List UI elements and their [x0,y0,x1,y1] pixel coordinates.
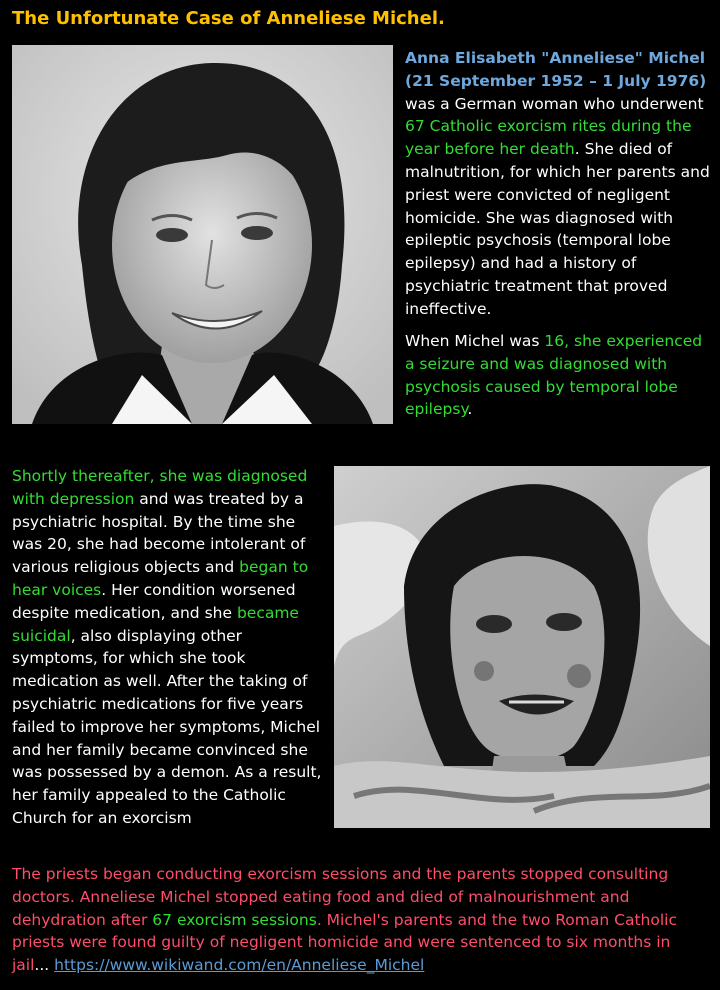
suicidal-highlight: became suicidal [12,603,299,645]
outcome-text-2: . Michel's parents and the two Roman Catholic priests were found guilty of negligent homicide and were sentenced to six months in jail [12,910,677,975]
seizure-text-2: . [467,400,473,419]
seizure-text-1: When Michel was [405,332,545,350]
history-text-3: , also displaying other symptoms, for which she took medication as well. After the taking of psychiatric medications for five years failed to improve her symptoms, Michel and her family became convinced she was possessed by a demon. As a result, her family appealed to the Catholic Church for an exorcism [12,626,322,827]
seizure-highlight: 16, she experienced a seizure and was diagnosed with psychosis caused by temporal lobe epilepsy [405,332,703,419]
portrait-image [12,45,393,424]
exorcism-photo [334,466,710,828]
intro-text-1: was a German woman who underwent [405,94,704,113]
depression-highlight: Shortly thereafter, she was diagnosed with depression [12,467,308,508]
source-link[interactable]: https://www.wikiwand.com/en/Anneliese_Michel [54,956,425,975]
history-paragraph [12,465,324,830]
outcome-paragraph [12,863,710,977]
subject-name-dates: Anna Elisabeth "Anneliese" Michel (21 September 1952 – 1 July 1976) [405,49,707,90]
sessions-highlight: 67 exorcism sessions [152,910,317,929]
voices-highlight: began to hear voices [12,558,309,599]
ellipsis: ... [34,956,55,975]
seizure-paragraph [405,330,711,421]
exorcism-image [334,466,710,828]
outcome-text-1: The priests began conducting exorcism sessions and the parents stopped consulting doctors. Anneliese Michel stopped eating food and died of malnourishment and dehydration after [12,865,669,929]
intro-paragraph [405,47,711,321]
portrait-photo [12,45,393,424]
history-text-1: and was treated by a psychiatric hospital. By the time she was 20, she had become intolerant of various religious objects and [12,489,306,577]
intro-highlight: 67 Catholic exorcism rites during the year before her death [405,117,692,159]
history-text-2: . Her condition worsened despite medication, and she [12,580,296,622]
page-title: The Unfortunate Case of Anneliese Michel. [12,8,445,29]
intro-text-2: . She died of malnutrition, for which her parents and priest were convicted of negligent homicide. She was diagnosed with epileptic psychosis (temporal lobe epilepsy) and had a history of psychiatric treatment that proved ineffective. [405,140,710,318]
